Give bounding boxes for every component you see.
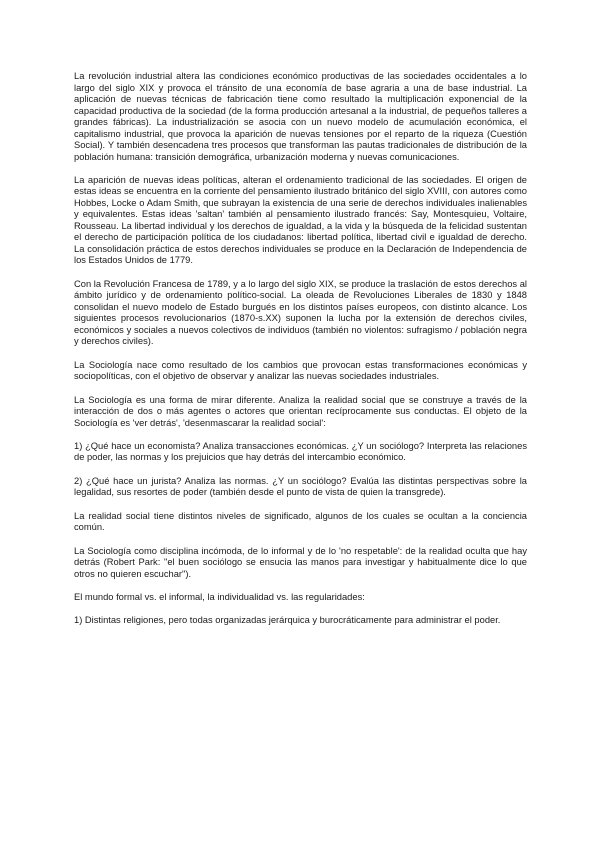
paragraph-jurist-example: 2) ¿Qué hace un jurista? Analiza las normas. ¿Y un sociólogo? Evalúa las distintas perspectivas sobre la legalidad, sus resortes de poder (también desde el punto de vista de quien la transgrede). xyxy=(74,475,527,498)
paragraph-uncomfortable-discipline: La Sociología como disciplina incómoda, de lo informal y de lo 'no respetable': de la realidad oculta que hay detrás (Robert Park: "el buen sociólogo se ensucia las manos para investigar y habitualmente dice lo que otros no quieren escuchar"). xyxy=(74,545,527,579)
paragraph-political-ideas: La aparición de nuevas ideas políticas, alteran el ordenamiento tradicional de las sociedades. El origen de estas ideas se encuentra en la corriente del pensamiento ilustrado británico del siglo XVIII, con autores como Hobbes, Locke o Adam Smith, que subrayan la existencia de una serie de derechos individuales inalienables y equivalentes. Estas ideas 'saltan' también al pensamiento ilustrado francés: Say, Montesquieu, Voltaire, Rousseau. La libertad individual y los derechos de igualdad, a la vida y la búsqueda de la felicidad sustentan el derecho de participación política de los ciudadanos: libertad política, libertad civil e igualdad de derecho. La consolidación práctica de estos derechos individuales se produce en la Declaración de Independencia de los Estados Unidos de 1779. xyxy=(74,174,527,266)
paragraph-formal-vs-informal: El mundo formal vs. el informal, la individualidad vs. las regularidades: xyxy=(74,592,365,603)
paragraph-religions-example: 1) Distintas religiones, pero todas organizadas jerárquica y burocráticamente para administrar el poder. xyxy=(74,615,501,626)
document-page xyxy=(74,71,527,639)
paragraph-social-reality-levels: La realidad social tiene distintos niveles de significado, algunos de los cuales se ocultan a la conciencia común. xyxy=(74,510,527,533)
paragraph-economist-example: 1) ¿Qué hace un economista? Analiza transacciones económicas. ¿Y un sociólogo? Interpreta las relaciones de poder, las normas y los prejuicios que hay detrás del intercambio económico. xyxy=(74,440,527,463)
paragraph-french-revolution: Con la Revolución Francesa de 1789, y a lo largo del siglo XIX, se produce la traslación de estos derechos al ámbito jurídico y de ordenamiento político-social. La oleada de Revoluciones Liberales de 1830 y 1848 consolidan el nuevo modelo de Estado burgués en los distintos países europeos, con distinto alcance. Los siguientes procesos revolucionarios (1870-s.XX) suponen la lucha por la extensión de derechos civiles, económicos y sociales a nuevos colectivos de individuos (también no violentos: sufragismo / población negra y derechos civiles). xyxy=(74,278,527,347)
paragraph-industrial-revolution: La revolución industrial altera las condiciones económico productivas de las sociedades occidentales a lo largo del siglo XIX y provoca el tránsito de una economía de base agraria a una de base industrial. La aplicación de nuevas técnicas de fabricación tiene como resultado la multiplicación exponencial de la capacidad productiva de la sociedad (de la forma producción artesanal a la industrial, de pequeños talleres a grandes fábricas). La industrialización se asocia con un nuevo modelo de acumulación económica, el capitalismo industrial, que provoca la aparición de nuevas tensiones por el reparto de la riqueza (Cuestión Social). Y también desencadena tres procesos que transforman las pautas tradicionales de distribución de la población humana: transición demográfica, urbanización moderna y nuevas comunicaciones. xyxy=(74,71,527,162)
paragraph-sociology-definition: La Sociología es una forma de mirar diferente. Analiza la realidad social que se construye a través de la interacción de dos o más agentes o actores que orientan recíprocamente sus conductas. El objeto de la Sociología es 'ver detrás', 'desenmascarar la realidad social': xyxy=(74,394,527,428)
paragraph-sociology-origin: La Sociología nace como resultado de los cambios que provocan estas transformaciones económicas y sociopolíticas, con el objetivo de observar y analizar las nuevas sociedades industriales. xyxy=(74,359,527,382)
